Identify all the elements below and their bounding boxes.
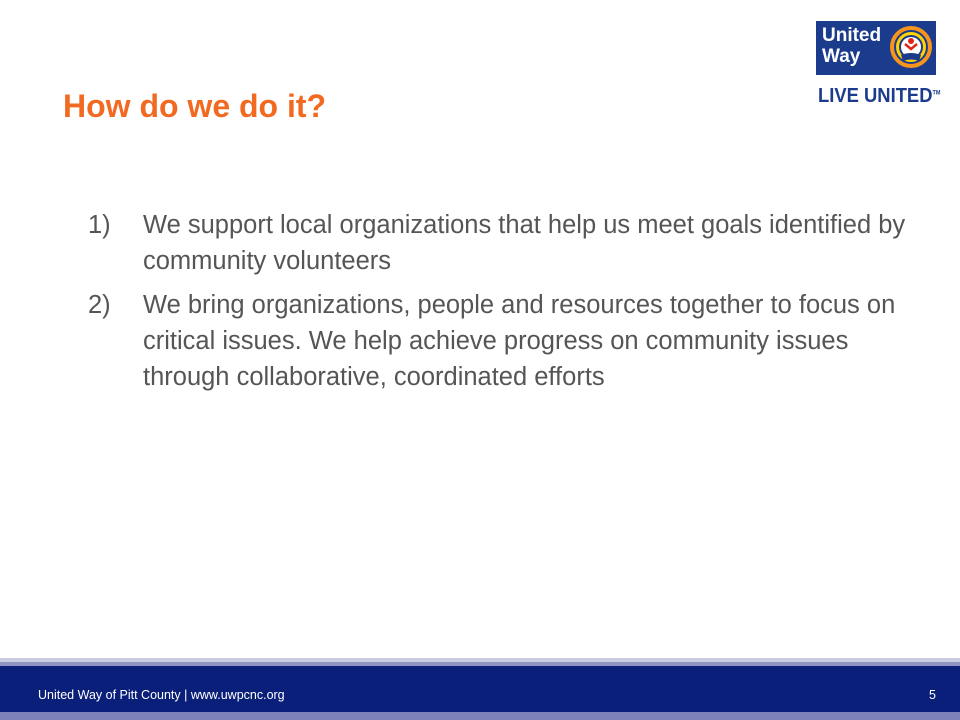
list-item-number: 1) bbox=[88, 211, 111, 239]
hand-rainbow-emblem-icon bbox=[889, 25, 933, 69]
list-item bbox=[88, 287, 908, 395]
list-item-text: We support local organizations that help us meet goals identified by community volunteers bbox=[143, 211, 906, 275]
logo-box bbox=[816, 21, 936, 75]
footer-text: United Way of Pitt County | www.uwpcnc.org bbox=[38, 688, 285, 702]
list-item bbox=[88, 207, 908, 279]
list-item-number: 2) bbox=[88, 291, 111, 319]
united-way-logo bbox=[816, 21, 944, 111]
logo-word-way: Way bbox=[822, 46, 861, 67]
footer bbox=[0, 658, 960, 720]
logo-trademark: TM bbox=[932, 90, 941, 97]
footer-bar bbox=[0, 666, 960, 712]
logo-word-united: United bbox=[822, 25, 882, 46]
page-number: 5 bbox=[929, 688, 936, 702]
footer-divider bbox=[0, 712, 960, 720]
logo-tagline bbox=[818, 85, 940, 108]
list-item-text: We bring organizations, people and resources together to focus on critical issues. We help achieve progress on community issues through collaborative, coordinated efforts bbox=[143, 291, 896, 391]
logo-tagline-text: LIVE UNITED bbox=[818, 85, 933, 107]
numbered-list bbox=[88, 207, 908, 403]
slide-title: How do we do it? bbox=[63, 88, 327, 124]
